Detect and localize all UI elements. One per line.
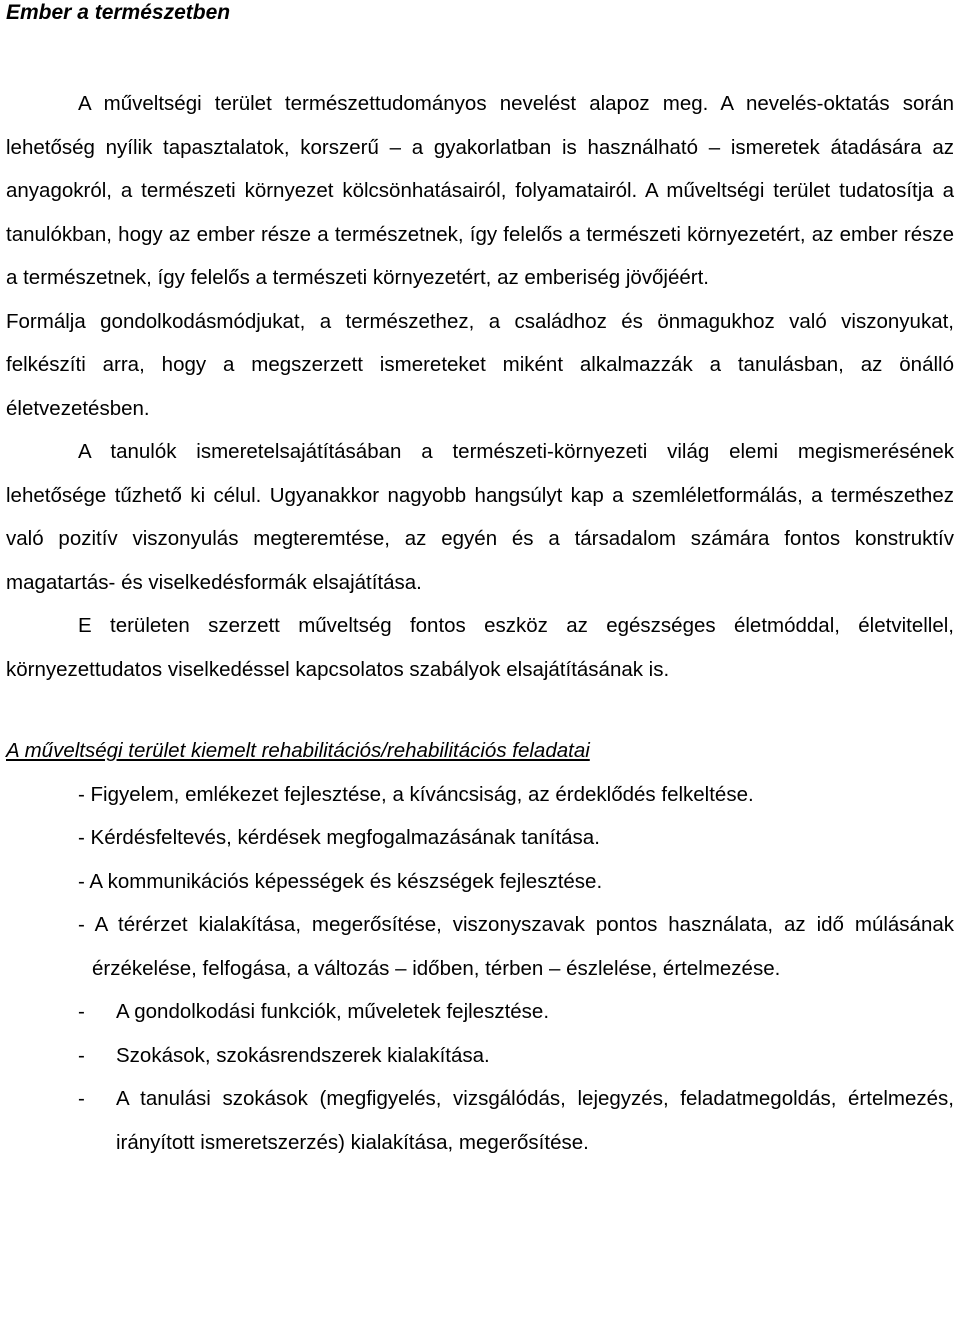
list-item <box>6 1034 954 1078</box>
list-item: - Kérdésfeltevés, kérdések megfogalmazásának tanítása. <box>78 826 600 849</box>
list-dash: - <box>78 1087 85 1110</box>
paragraph-3: A tanulók ismeretelsajátításában a természeti-környezeti világ elemi megismerésének lehetősége tűzhető ki célul. Ugyanakkor nagyobb hangsúlyt kap a szemléletformálás, a természethez való pozitív viszonyulás megteremtése, az egyén és a társadalom számára fontos konstruktív magatartás- és viselkedésformák elsajátítása. <box>6 440 954 594</box>
list-item: - Figyelem, emlékezet fejlesztése, a kíváncsiság, az érdeklődés felkeltése. <box>78 782 754 806</box>
list-dash: - <box>78 1000 85 1023</box>
paragraph-4: E területen szerzett műveltség fontos eszköz az egészséges életmóddal, életvitellel, környezettudatos viselkedéssel kapcsolatos szabályok elsajátításának is. <box>6 614 954 681</box>
paragraph-1: A műveltségi terület természettudományos nevelést alapoz meg. A nevelés-oktatás során lehetőség nyílik tapasztalatok, korszerű – a gyakorlatban is használható – ismeretek átadására az anyagokról, a természeti környezet kölcsönhatásairól, folyamatairól. A műveltségi terület tudatosítja a tanulókban, hogy az ember része a természetnek, így felelős a természeti környezetért, az ember része a természetnek, így felelős a természeti környezetért, az emberiség jövőjéért. <box>6 92 954 289</box>
intro-paragraphs <box>6 82 954 691</box>
list-item-text: Szokások, szokásrendszerek kialakítása. <box>116 1043 490 1067</box>
list-item: - A kommunikációs képességek és készségek fejlesztése. <box>78 869 603 893</box>
list-item-text: A gondolkodási funkciók, műveletek fejlesztése. <box>116 1000 550 1023</box>
document-title: Ember a természetben <box>6 1 231 24</box>
list-dash: - <box>78 1043 85 1067</box>
section-heading: A műveltségi terület kiemelt rehabilitációs/rehabilitációs feladatai <box>6 739 590 762</box>
list-item-text: A tanulási szokások (megfigyelés, vizsgálódás, lejegyzés, feladatmegoldás, értelmezés, irányított ismeretszerzés) kialakítása, megerősítése. <box>116 1087 954 1154</box>
list-item: - A térérzet kialakítása, megerősítése, viszonyszavak pontos használata, az idő múlásának érzékelése, felfogása, a változás – időben, térben – észlelése, értelmezése. <box>78 913 954 980</box>
list-item <box>6 990 954 1034</box>
list-item <box>6 1077 954 1164</box>
paragraph-2: Formálja gondolkodásmódjukat, a természethez, a családhoz és önmagukhoz való viszonyukat, felkészíti arra, hogy a megszerzett ismereteket miként alkalmazzák a tanulásban, az önálló életvezetésben. <box>6 309 954 420</box>
task-list <box>6 773 954 1165</box>
